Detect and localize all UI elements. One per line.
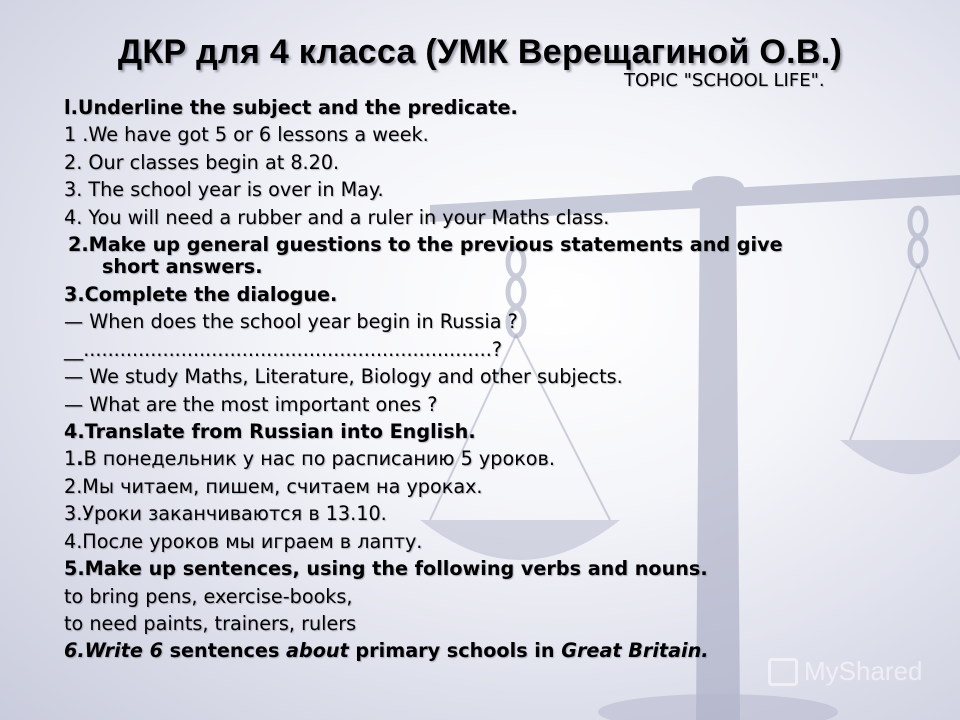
verbs-nouns-line-2: to need paints, trainers, rulers [64, 611, 357, 635]
task-3-heading: 3.Complete the dialogue. [64, 283, 338, 307]
russian-sentence-2: 2.Мы читаем, пишем, считаем на уроках. [64, 474, 483, 498]
task-6-part-about: about [286, 639, 349, 663]
task-6-part-sentences: sentences [162, 639, 287, 663]
task-1-sentence-1: 1 .We have got 5 or 6 lessons a week. [64, 123, 429, 147]
task-6-heading [64, 637, 884, 664]
topic-subtitle: TOPIC "SCHOOL LIFE". [624, 70, 825, 91]
task-2-heading [64, 231, 884, 281]
dialogue-line-4: — What are the most important ones ? [64, 392, 438, 416]
myshared-logo-icon [768, 658, 798, 686]
task-6-part-great-britain: Great Britain. [561, 639, 709, 663]
task-2-heading-line-1: 2.Make up general guestions to the previous statements and give [68, 233, 783, 257]
myshared-watermark [768, 656, 923, 687]
dialogue-line-1: — When does the school year begin in Russia ? [64, 310, 518, 334]
dialogue-line-2-blank: __...................................................................? [64, 337, 503, 361]
task-6-part-schools: primary schools in [348, 639, 562, 663]
russian-sentence-1 [64, 445, 884, 472]
russian-sentence-4: 4.После уроков мы играем в лапту. [64, 529, 423, 553]
dialogue-line-3: — We study Maths, Literature, Biology and other subjects. [64, 365, 623, 389]
task-1-sentence-3: 3. The school year is over in May. [64, 178, 384, 202]
task-5-heading: 5.Make up sentences, using the following verbs and nouns. [64, 557, 708, 581]
task-4-heading: 4.Translate from Russian into English. [64, 420, 476, 444]
russian-sentence-3: 3.Уроки заканчиваются в 13.10. [64, 502, 387, 526]
slide-title: ДКР для 4 класса (УМК Верещагиной О.В.) [117, 33, 843, 71]
task-1-sentence-2: 2. Our classes begin at 8.20. [64, 150, 340, 174]
russian-sentence-1-text: В понедельник у нас по расписанию 5 уроков. [83, 447, 555, 471]
task-1-heading: l.Underline the subject and the predicate. [64, 96, 518, 119]
verbs-nouns-line-1: to bring pens, exercise-books, [64, 584, 353, 608]
task-6-part-write: 6.Write 6 [64, 639, 163, 663]
task-1-sentence-4: 4. You will need a rubber and a ruler in your Maths class. [64, 205, 610, 229]
task-2-heading-line-2: short answers. [102, 255, 263, 279]
worksheet-content [64, 94, 884, 665]
watermark-text: MyShared [804, 656, 923, 686]
russian-sentence-1-number: 1 [64, 447, 77, 471]
russian-sentence-1-dot: . [76, 447, 84, 471]
